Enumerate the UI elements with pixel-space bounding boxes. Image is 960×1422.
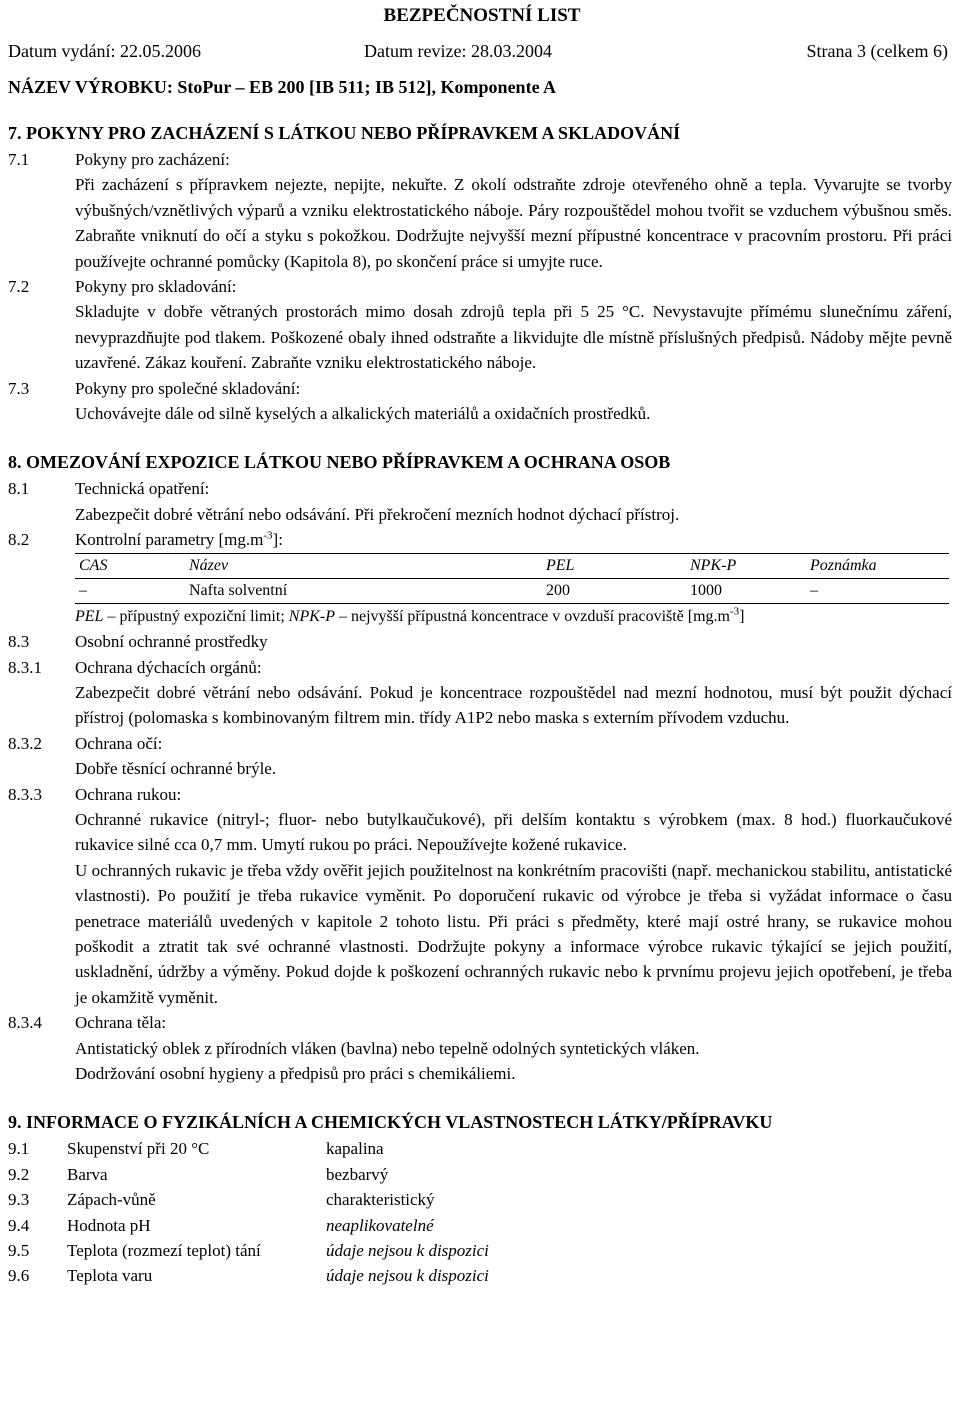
- property-row: [8, 1238, 956, 1263]
- section-label: Technická opatření:: [75, 479, 210, 499]
- section-label: Ochrana dýchacích orgánů:: [75, 657, 262, 677]
- property-number: 9.5: [8, 1240, 30, 1260]
- note-text: ]: [739, 607, 745, 625]
- note-superscript: -3: [730, 605, 740, 618]
- section-label: Ochrana očí:: [75, 733, 163, 753]
- product-name: NÁZEV VÝROBKU: StoPur – EB 200 [IB 511; IB 512], Komponente A: [8, 77, 557, 97]
- section-text: Dodržování osobní hygieny a předpisů pro práci s chemikáliemi.: [75, 1064, 516, 1083]
- section-number: 8.2: [8, 530, 30, 550]
- property-name: Skupenství při 20 °C: [67, 1139, 210, 1159]
- section-label: Ochrana rukou:: [75, 784, 182, 804]
- table-header-row: [75, 553, 949, 578]
- section-text: Zabezpečit dobré větrání nebo odsávání. Pokud je koncentrace rozpouštědel nad mezní hodnotou, musí být použit dýchací přístroj (polomaska s kombinovaným filtrem min. třídy A1P2 nebo maska s externím přívodem vzduchu.: [75, 682, 952, 728]
- table-cell: 1000: [686, 578, 806, 603]
- note-term: PEL: [75, 607, 104, 625]
- section-label: Pokyny pro společné skladování:: [75, 378, 301, 398]
- section-text: Dobře těsnící ochranné brýle.: [75, 759, 277, 779]
- property-number: 9.2: [8, 1164, 30, 1184]
- section-text: Uchovávejte dále od silně kyselých a alkalických materiálů a oxidačních prostředků.: [75, 404, 651, 424]
- properties-list: [8, 1136, 956, 1288]
- property-value: údaje nejsou k dispozici: [326, 1266, 489, 1286]
- property-row: [8, 1263, 956, 1288]
- property-name: Teplota varu: [67, 1266, 153, 1286]
- section-number: 8.3.4: [8, 1013, 42, 1033]
- section-8-heading: 8. OMEZOVÁNÍ EXPOZICE LÁTKOU NEBO PŘÍPRAVKEM A OCHRANA OSOB: [8, 452, 671, 473]
- section-label: Osobní ochranné prostředky: [75, 632, 268, 652]
- label-text: ]:: [272, 530, 283, 550]
- table-row: [75, 578, 949, 603]
- section-number: 8.3: [8, 632, 30, 652]
- label-text: Kontrolní parametry [mg.m: [75, 530, 264, 550]
- property-row: [8, 1213, 956, 1238]
- section-label: Ochrana těla:: [75, 1013, 167, 1033]
- section-number: 7.3: [8, 378, 30, 398]
- section-8-3-1: [8, 655, 956, 680]
- section-8-3: [8, 629, 956, 654]
- section-8-1: [8, 476, 956, 501]
- table-header-cell: Název: [185, 553, 542, 578]
- property-row: [8, 1162, 956, 1187]
- property-value: kapalina: [326, 1139, 384, 1159]
- section-number: 8.1: [8, 479, 30, 499]
- section-label: Pokyny pro skladování:: [75, 277, 237, 297]
- section-number: 8.3.3: [8, 784, 42, 804]
- section-8-3-3: [8, 782, 956, 807]
- note-text: – nejvyšší přípustná koncentrace v ovzduší pracoviště [mg.m: [334, 607, 730, 625]
- section-text: U ochranných rukavic je třeba vždy ověřit jejich použitelnost na konkrétním pracovišti (např. mechanickou stabilitu, antistatické vlastnosti). Po použití je třeba rukavice vyměnit. Po doporučení rukavic od výrobce je třeba si vyžádat informace o času penetrace materiálů uvedených v kapitole 2 tohoto listu. Při práci s předměty, které mají ostré hrany, se rukavice mohou poškodit a ztratit tak své ochranné vlastnosti. Dodržujte pokyny a informace výrobce rukavic týkající se jejich použití, uskladnění, údržby a výměny. Pokud dojde k poškození ochranných rukavic nebo k prvnímu projevu jejich opotřebení, je třeba je okamžitě vyměnit.: [75, 860, 952, 1007]
- section-text: Při zacházení s přípravkem nejezte, nepijte, nekuřte. Z okolí odstraňte zdroje otevřeného ohně a tepla. Vyvarujte se tvorby výbušných/vznětlivých výparů a vzniku elektrostatického náboje. Páry rozpouštědel mohou tvořit se vzduchem výbušnou směs. Zabraňte vniknutí do očí a styku s pokožkou. Dodržujte nejvyšší mezní přípustné koncentrace v pracovním prostoru. Při práci používejte ochranné pomůcky (Kapitola 8), po skončení práce si umyjte ruce.: [75, 175, 952, 271]
- section-8-3-4: [8, 1010, 956, 1035]
- table-cell: Nafta solventní: [185, 578, 542, 603]
- property-number: 9.3: [8, 1190, 30, 1210]
- property-row: [8, 1187, 956, 1212]
- property-value: neaplikovatelné: [326, 1215, 434, 1235]
- label-superscript: -3: [263, 529, 273, 542]
- section-text: Zabezpečit dobré větrání nebo odsávání. Při překročení mezních hodnot dýchací přístroj.: [75, 504, 680, 524]
- table-cell: –: [806, 578, 949, 603]
- property-name: Teplota (rozmezí teplot) tání: [67, 1240, 261, 1260]
- table-header-cell: CAS: [75, 553, 185, 578]
- section-text: Ochranné rukavice (nitryl-; fluor- nebo butylkaučukové), při delším kontaktu s výrobkem (max. 8 hod.) fluorkaučukové rukavice silné cca 0,7 mm. Umytí rukou po práci. Nepoužívejte kožené rukavice.: [75, 809, 952, 855]
- exposure-limits-table: [75, 553, 949, 604]
- property-name: Zápach-vůně: [67, 1190, 156, 1210]
- section-text: Skladujte v dobře větraných prostorách mimo dosah zdrojů tepla při 5 25 °C. Nevystavujte přímému slunečnímu záření, nevyprazdňujte pod tlakem. Poškozené obaly ihned odstraňte a likvidujte dle místně příslušných předpisů. Nádoby mějte pevně uzavřené. Zákaz kouření. Zabraňte vzniku elektrostatického náboje.: [75, 302, 952, 373]
- page-number: Strana 3 (celkem 6): [806, 41, 948, 61]
- document-page: [8, 0, 956, 1289]
- section-7-heading: 7. POKYNY PRO ZACHÁZENÍ S LÁTKOU NEBO PŘÍPRAVKEM A SKLADOVÁNÍ: [8, 123, 681, 143]
- revision-date: Datum revize: 28.03.2004: [364, 41, 552, 61]
- property-number: 9.1: [8, 1139, 30, 1159]
- section-7-1: [8, 147, 956, 172]
- section-8-2: [8, 527, 956, 552]
- section-label: [8, 527, 956, 552]
- section-7-2: [8, 274, 956, 299]
- note-term: NPK-P: [288, 607, 335, 625]
- note-text: – přípustný expoziční limit;: [103, 607, 289, 625]
- section-number: 7.2: [8, 277, 30, 297]
- property-value: údaje nejsou k dispozici: [326, 1240, 489, 1260]
- property-number: 9.6: [8, 1266, 30, 1286]
- property-value: charakteristický: [326, 1190, 435, 1210]
- section-7-3: [8, 376, 956, 401]
- property-value: bezbarvý: [326, 1164, 389, 1184]
- section-text: Antistatický oblek z přírodních vláken (bavlna) nebo tepelně odolných syntetických vláken.: [75, 1038, 700, 1058]
- document-title: BEZPEČNOSTNÍ LIST: [383, 5, 581, 26]
- table-cell: 200: [542, 578, 686, 603]
- section-9-heading: 9. INFORMACE O FYZIKÁLNÍCH A CHEMICKÝCH VLASTNOSTECH LÁTKY/PŘÍPRAVKU: [8, 1112, 773, 1133]
- issue-date: Datum vydání: 22.05.2006: [8, 41, 201, 61]
- table-header-cell: PEL: [542, 553, 686, 578]
- property-number: 9.4: [8, 1215, 30, 1235]
- section-number: 7.1: [8, 150, 30, 169]
- table-cell: –: [75, 578, 185, 603]
- property-row: [8, 1136, 956, 1161]
- table-note: [8, 604, 956, 629]
- section-number: 8.3.2: [8, 733, 42, 753]
- property-name: Barva: [67, 1164, 108, 1184]
- property-name: Hodnota pH: [67, 1215, 151, 1235]
- section-number: 8.3.1: [8, 657, 42, 677]
- header-dates: [8, 39, 956, 65]
- section-8-3-2: [8, 731, 956, 756]
- table-header-cell: Poznámka: [806, 553, 949, 578]
- table-header-cell: NPK-P: [686, 553, 806, 578]
- section-label: Pokyny pro zacházení:: [75, 150, 230, 169]
